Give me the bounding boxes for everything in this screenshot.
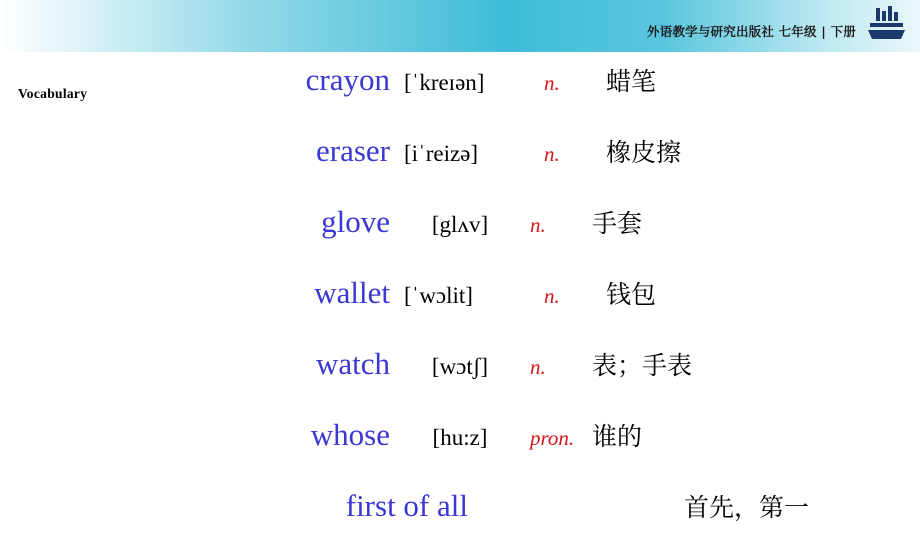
phonetic-text: [iˈreizə] (404, 141, 479, 166)
vocabulary-row (200, 275, 900, 346)
meaning-text: 表；手表 (592, 351, 693, 380)
header-band (0, 0, 920, 52)
vocabulary-row (200, 346, 900, 417)
meaning-text: 橡皮擦 (606, 138, 682, 167)
book-logo-icon (864, 6, 908, 42)
part-of-speech: n. (544, 284, 560, 308)
meaning-text: 钱包 (606, 280, 657, 309)
meaning-text: 手套 (592, 209, 643, 238)
header-inner (647, 0, 920, 52)
part-of-speech: n. (544, 71, 560, 95)
meaning-text: 蜡笔 (606, 67, 657, 96)
word-text: watch (315, 346, 390, 381)
word-text: whose (310, 417, 390, 452)
phonetic-text: [wɔtʃ] (431, 354, 489, 379)
publisher-label (647, 22, 856, 40)
part-of-speech: pron. (530, 426, 575, 450)
header-separator: | (821, 24, 827, 39)
word-text: crayon (305, 62, 390, 97)
section-label-vocabulary: Vocabulary (18, 86, 88, 101)
part-of-speech: n. (544, 142, 560, 166)
phonetic-text: [ˈkreɪən] (404, 70, 485, 95)
word-text: glove (321, 204, 390, 239)
phonetic-text: [glʌv] (431, 212, 489, 237)
vocabulary-row (200, 204, 900, 275)
part-of-speech: n. (530, 213, 546, 237)
meaning-text: 谁的 (592, 422, 643, 451)
vocabulary-list (200, 62, 900, 559)
meaning-text: 首先，第一 (684, 493, 810, 522)
vocabulary-row (200, 417, 900, 488)
vocabulary-row (200, 133, 900, 204)
word-text: wallet (314, 275, 390, 310)
phonetic-text: [ˈwɔlit] (404, 283, 473, 308)
vocabulary-row (200, 488, 900, 559)
part-of-speech: n. (530, 355, 546, 379)
word-text: eraser (316, 133, 390, 168)
publisher-text: 外语教学与研究出版社 七年级 (647, 24, 817, 39)
vocabulary-row (200, 62, 900, 133)
phonetic-text: [hu:z] (432, 425, 488, 450)
word-text: first of all (345, 488, 468, 523)
volume-text: 下册 (830, 24, 856, 39)
